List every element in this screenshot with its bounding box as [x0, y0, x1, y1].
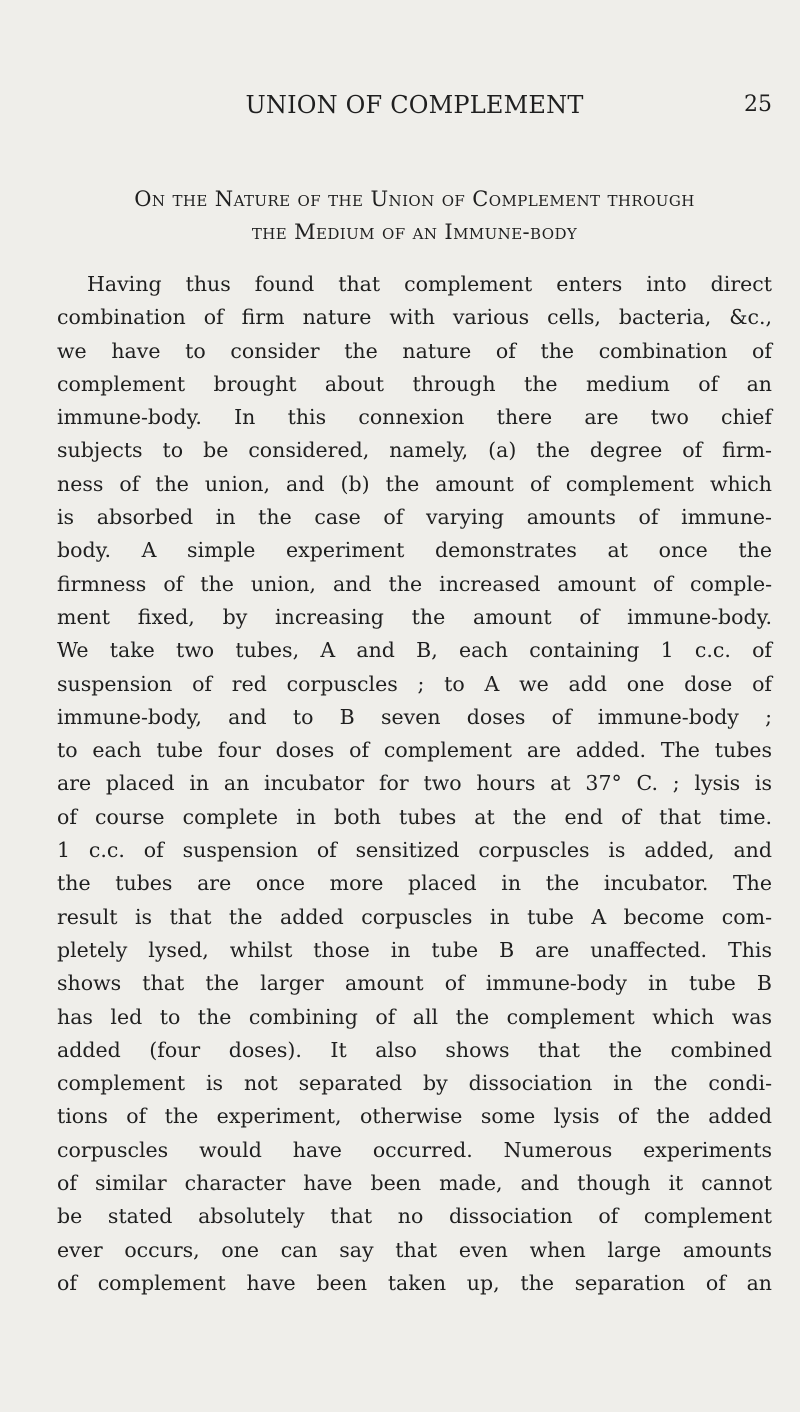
paragraph-line: shows that the larger amount of immune-body in tube B — [57, 971, 772, 996]
paragraph-line: added (four doses). It also shows that the combined — [57, 1037, 772, 1062]
paragraph-line: complement is not separated by dissociation in the condi- — [57, 1071, 772, 1096]
section-heading-line-1: On the Nature of the Union of Complement through — [134, 187, 695, 211]
section-heading — [57, 183, 772, 249]
paragraph-line: of similar character have been made, and though it cannot — [57, 1171, 772, 1196]
page-number: 25 — [744, 92, 772, 117]
paragraph-line: combination of firm nature with various cells, bacteria, &c., — [57, 305, 772, 330]
paragraph-line: Having thus found that complement enters into direct — [87, 272, 772, 296]
paragraph-line: ness of the union, and (b) the amount of complement which — [57, 471, 772, 496]
paragraph-line: ment fixed, by increasing the amount of immune-body. — [57, 604, 772, 629]
paragraph-line: we have to consider the nature of the combination of — [57, 338, 772, 363]
paragraph-line: ever occurs, one can say that even when large amounts — [57, 1237, 772, 1262]
paragraph-line: to each tube four doses of complement are added. The tubes — [57, 738, 772, 763]
paragraph-line: We take two tubes, A and B, each containing 1 c.c. of — [57, 638, 772, 663]
paragraph-line: are placed in an incubator for two hours at 37° C. ; lysis is — [57, 771, 772, 796]
paragraph-line: of course complete in both tubes at the end of that time. — [57, 804, 772, 829]
paragraph-line: subjects to be considered, namely, (a) the degree of firm- — [57, 438, 772, 463]
paragraph-line: immune-body. In this connexion there are two chief — [57, 405, 772, 430]
running-title: UNION OF COMPLEMENT — [245, 91, 584, 119]
paragraph-line: the tubes are once more placed in the incubator. The — [57, 871, 772, 896]
paragraph-line: firmness of the union, and the increased amount of comple- — [57, 571, 772, 596]
body-paragraph — [57, 268, 772, 1300]
paragraph-line: of complement have been taken up, the separation of an — [57, 1270, 772, 1295]
paragraph-line: corpuscles would have occurred. Numerous experiments — [57, 1137, 772, 1162]
paragraph-line: be stated absolutely that no dissociation of complement — [57, 1204, 772, 1229]
running-head — [57, 90, 772, 130]
paragraph-line: tions of the experiment, otherwise some lysis of the added — [57, 1104, 772, 1129]
paragraph-line: body. A simple experiment demonstrates at once the — [57, 538, 772, 563]
paragraph-line: is absorbed in the case of varying amounts of immune- — [57, 505, 772, 530]
paragraph-line: result is that the added corpuscles in tube A become com- — [57, 904, 772, 929]
paragraph-line: has led to the combining of all the complement which was — [57, 1004, 772, 1029]
paragraph-line: immune-body, and to B seven doses of immune-body ; — [57, 704, 772, 729]
paragraph-line: complement brought about through the medium of an — [57, 371, 772, 396]
paragraph-line: suspension of red corpuscles ; to A we add one dose of — [57, 671, 772, 696]
paragraph-line: 1 c.c. of suspension of sensitized corpuscles is added, and — [57, 838, 772, 863]
section-heading-line-2: the Medium of an Immune-body — [251, 220, 578, 244]
paragraph-line: pletely lysed, whilst those in tube B are unaffected. This — [57, 937, 772, 962]
